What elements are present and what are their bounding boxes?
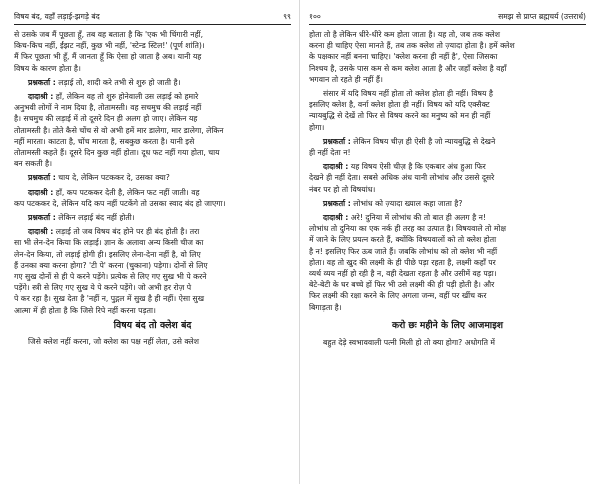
text-line: बेटे-बेटी के घर बच्चे हों फिर भी उसे लक्ष्मी की ही पड़ी होती है। और [309,280,495,290]
text-line: नहीं मारता। काटता है, चोंच मारता है, सबकुछ करता है। यानी इसे [14,136,195,146]
text-line: होता तो है लेकिन धीरे-धीरे कम होता जाता है। यह तो, जब तक क्लेश [309,30,500,39]
text-line [309,161,586,172]
right-answer-1 [309,161,586,195]
text-line: में जाने के लिए प्रयत्न करते हैं, क्योंकि विषयवालों को तो क्लेश होता [309,235,497,245]
text-line: अनुभवी लोगों ने नाम दिया है, तोतामस्ती। वह सचमुच की लड़ाई नहीं [14,103,202,113]
text-line: विषय के कारण होता है। [14,63,81,73]
text-line: करना ही चाहिए ऐसा मानते हैं, तब तक क्लेश तो ज़्यादा होता है। हमें क्लेश [309,41,515,51]
text-line: बन सकती है। [14,159,53,169]
question-text: लड़ाई तो, शादी करे तभी से शुरु हो जाती है। [58,77,181,87]
question-text: चाय दे, लेकिन पटककर दे, उसका क्या? [58,173,170,183]
text-line: हैं उनका क्या करना होगा? 'टी पे' करना (चुकाना) पड़ेगा। दोनों से लिए [14,260,208,270]
text-line: बिगाड़ता है। [309,302,342,312]
right-page [299,0,598,484]
text-line: लोभांध तो दुनिया का एक नर्क ही तरह का उत्पात है। विषयवाले तो मोक्ष [309,224,506,234]
text-line: ही नहीं देता न! [309,148,351,158]
text-line: कप पटककर दे, लेकिन यदि कप नहीं पटकेंगे तो उसका स्वाद बंद हो जाएगा। [14,198,226,208]
text-line: निश्चय है, उसके पास कम से कम क्लेश आता है और जहाँ क्लेश है वहाँ [309,63,507,73]
question-1 [28,77,291,88]
right-paragraph-2 [309,88,586,133]
question-text: लोभांध को ज़्यादा ख्याल कहा जाता है? [353,198,463,208]
text-line: संसार में यदि विषय नहीं होता तो क्लेश होता ही नहीं। विषय है [323,89,493,99]
right-question-2 [323,198,586,209]
answer-text: यह विषय ऐसी चीज़ है कि एकबार अंध हुआ फिर [350,162,486,172]
left-page [0,0,299,484]
text-line: पे कर रहा है। सुख देता है 'नहीं न, पुद्गल में सुख है ही नहीं। ऐसा सुख [14,294,205,304]
text-line: आत्मा में ही होता है कि जिसे रिपे नहीं करना पड़ता। [14,305,156,315]
text-line: सा भी लेन-देन किया कि लड़ाई। ज्ञान के अलावा अन्य किसी चीज का [14,238,204,248]
text-line: जिसे क्लेश नहीं करना, जो क्लेश का पक्ष नहीं लेता, उसे क्लेश [28,336,199,346]
right-last-paragraph [309,337,586,348]
text-line: तोतामस्ती है। तोते कैसे चोंच से वो अभी हमें मार डालेगा, मार डालेगा, लेकिन [14,125,224,135]
answer-text: हाँ, कप पटककर देती है, लेकिन फट नहीं जाती। वह [55,187,200,197]
left-page-header [14,10,291,22]
text-line: के पक्षकार नहीं बनना चाहिए। 'क्लेश करना ही नहीं है', ऐसा जिसका [309,52,498,62]
text-line: फिर लक्ष्मी की रक्षा करने के लिए अगला जन्म, वहीं पर खींच कर [309,291,487,301]
right-header-title: समझ से प्राप्त ब्रह्मचर्य (उत्तरार्ध) [498,12,586,21]
answer-3 [14,226,291,316]
answer-text: लड़ाई तो जब विषय बंद होने पर ही बंद होती है। तरा [55,227,200,237]
left-last-paragraph [14,336,291,347]
text-line: देखने ही नहीं देता। सबसे अधिक अंध यानी लोभांध और उससे दूसरे [309,173,495,183]
text-line [309,136,586,147]
question-2 [28,172,291,183]
answer-1 [14,91,291,169]
text-line: किच-किच नहीं, ईंझट नहीं, कुछ भी नहीं, 'स्टेन्ड स्टिल!' (पूर्ण शांति)। [14,41,205,51]
text-line: तोतामस्ती कहते हैं। दूसरे दिन कुछ नहीं होता। दूध फट नहीं गया होता, चाय [14,148,220,158]
text-line [14,187,291,198]
speaker-label: दादाश्री : [323,162,349,172]
text-line: मैं फिर पूछता भी हूँ, मैं जानता हूँ कि ऐसा हो जाता है अब। यानी यह [14,52,202,62]
right-page-header [309,10,586,22]
right-question-1 [309,136,586,158]
text-line: है। सचमुच की लड़ाई में तो दूसरे दिन ही अलग हो जाए। लेकिन यह [14,114,198,124]
question-3 [28,212,291,223]
speaker-label: प्रश्नकर्ता : [28,173,56,183]
speaker-label: दादाश्री : [28,187,54,197]
text-line: न्यायबुद्धि से देखें तो फिर से विषय करने का मनुष्य को मन ही नहीं [309,111,491,121]
text-line [14,91,291,102]
question-text: लेकिन लड़ाई बंद नहीं होती। [58,213,135,223]
text-line: नंबर पर हो तो विषयांध। [309,184,376,194]
speaker-label: दादाश्री : [28,92,54,102]
section-title: विषय बंद तो क्लेश बंद [113,319,192,331]
text-line: भगवान तो रहते ही नहीं हैं। [309,74,383,84]
speaker-label: प्रश्नकर्ता : [323,198,351,208]
text-line: गए सुख दोनों से ही पे करने पड़ेंगे। प्रत्येक से लिए गए सुख भी पे करने [14,272,207,282]
answer-text: अरे! दुनिया में लोभांध की तो बात ही अलग है न! [350,213,486,223]
speaker-label: प्रश्नकर्ता : [28,77,56,87]
answer-text: हाँ, लेकिन वह तो शुरु होनेवाली उस लड़ाई को हमारे [55,92,199,102]
text-line: होगा। [309,122,325,132]
speaker-label: दादाश्री : [28,227,54,237]
speaker-label: प्रश्नकर्ता : [323,136,351,146]
right-page-number: १०० [309,12,321,21]
speaker-label: प्रश्नकर्ता : [28,213,56,223]
speaker-label: दादाश्री : [323,213,349,223]
right-answer-2 [309,212,586,313]
answer-2 [14,187,291,209]
text-line [14,226,291,237]
text-line: पड़ेंगे। स्त्री से लिए गए सुख ये पे करने पड़ेंगे। जो अभी हर रोज़ पे [14,283,192,293]
left-header-rule [14,24,291,25]
text-line [309,212,586,223]
text-line: होता। वह तो खुद की लक्ष्मी के ही पीछे पड़ा रहता है, लक्ष्मी कहाँ पर [309,257,496,267]
left-page-number: ९९ [283,12,291,21]
left-header-title: विषय बंद, वहाँ लड़ाई-झगड़े बंद [14,12,100,21]
text-line: लेन-देन किया, तो लड़ाई होगी ही। इसलिए लेना-देना नहीं है, वो लिए [14,249,201,259]
text-line: से उसके जब मैं पूछता हूँ, तब वह बताता है कि 'एक भी चिंगारी नहीं, [14,30,204,39]
right-paragraph-1 [309,29,586,85]
text-line: इसलिए क्लेश है, वर्ना क्लेश होता ही नहीं। विषय को यदि एक्सैक्ट [309,100,490,110]
section-heading: करो छः महीने के लिए आजमाइश [392,319,503,331]
text-line: व्यर्थ व्यय नहीं हो रही है न, वही देखता रहता है और उसीमें वह पड़ा। [309,269,497,279]
text-line: है न! इसलिए फिर ऊब जाते हैं। जबकि लोभांध को तो क्लेश भी नहीं [309,246,498,256]
left-paragraph-1 [14,29,291,74]
text-line: बहुत देड़े स्वभाववाली पत्नी मिली हो तो क्या होगा? अधोगति में [323,337,496,347]
question-text: लेकिन विषय चीज़ ही ऐसी है जो न्यायबुद्धि से देखने [353,136,496,146]
right-header-rule [309,24,586,25]
